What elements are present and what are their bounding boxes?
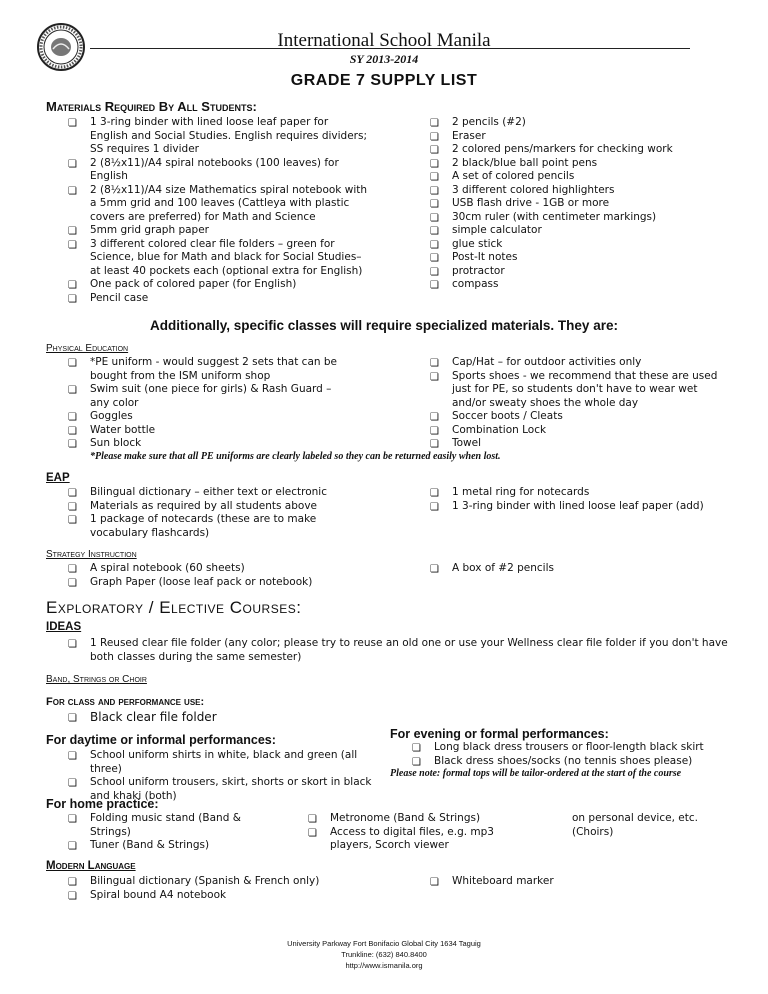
checklist-item	[68, 889, 368, 903]
checkbox-icon: ❏	[68, 501, 77, 513]
checklist-item	[68, 875, 368, 889]
checklist-item-label: Spiral bound A4 notebook	[90, 888, 227, 901]
required-list-left	[68, 116, 368, 305]
checklist-item	[412, 755, 732, 769]
daytime-list	[68, 749, 388, 803]
checkbox-icon: ❏	[430, 358, 439, 369]
checklist-item	[430, 184, 730, 198]
checklist-item	[68, 812, 253, 839]
checklist-item-label: 1 Reused clear file folder (any color; please try to reuse an old one or use your Wellness clear file folder if you don't have both classes during the same semester)	[90, 637, 728, 663]
checkbox-icon: ❏	[430, 425, 439, 437]
checklist-item	[430, 370, 720, 411]
checklist-item-label: Materials as required by all students above	[90, 499, 318, 512]
home-practice-heading: For home practice:	[46, 797, 159, 811]
checklist-item-label: Soccer boots / Cleats	[452, 410, 563, 422]
checklist-item-label: Graph Paper (loose leaf pack or notebook)	[90, 575, 313, 588]
checkbox-icon: ❏	[68, 385, 77, 396]
checkbox-icon: ❏	[430, 145, 439, 156]
checklist-item-label: Sports shoes - we recommend that these are used just for PE, so students don't have to wear wet and/or sweaty shoes the whole day	[452, 369, 718, 409]
checklist-item-label: A box of #2 pencils	[452, 562, 554, 574]
checklist-item-label: Water bottle	[90, 423, 156, 436]
checklist-item	[68, 292, 368, 306]
pe-note: *Please make sure that all PE uniforms are clearly labeled so they can be returned easily when lost.	[90, 451, 501, 462]
checklist-item-label: Post-It notes	[452, 251, 518, 263]
required-list-right	[430, 116, 730, 292]
checkbox-icon: ❏	[68, 488, 77, 499]
checklist-item	[68, 562, 368, 576]
pe-heading: Physical Education	[46, 343, 129, 354]
daytime-heading: For daytime or informal performances:	[46, 733, 276, 747]
checklist-item-label: A set of colored pencils	[452, 170, 575, 182]
checklist-item	[430, 238, 730, 252]
home-practice-note: on personal device, etc. (Choirs)	[572, 812, 698, 838]
checklist-item	[430, 130, 730, 144]
strategy-heading: Strategy Instruction	[46, 549, 137, 560]
checklist-item-label: Metronome (Band & Strings)	[330, 812, 481, 824]
modern-list-left	[68, 875, 368, 902]
checklist-item	[68, 157, 368, 184]
checklist-item-label: Tuner (Band & Strings)	[90, 839, 210, 851]
checklist-item	[68, 383, 348, 410]
page-title: GRADE 7 SUPPLY LIST	[290, 72, 478, 89]
home-practice-list-1	[68, 812, 253, 853]
checklist-item	[68, 238, 368, 279]
modern-list-right	[430, 875, 720, 889]
checkbox-icon: ❏	[430, 266, 439, 278]
checklist-item-label: A spiral notebook (60 sheets)	[90, 562, 245, 574]
checkbox-icon: ❏	[308, 827, 317, 839]
checklist-item-label: One pack of colored paper (for English)	[90, 278, 297, 290]
checklist-item-label: Bilingual dictionary – either text or electronic	[90, 486, 327, 498]
checklist-item-label: simple calculator	[452, 224, 542, 236]
school-name: International School Manila	[277, 30, 491, 51]
checklist-item-label: School uniform trousers, skirt, shorts or skort in black and khaki (both)	[90, 776, 372, 802]
checklist-item	[430, 170, 730, 184]
checklist-item-label: Black dress shoes/socks (no tennis shoes please)	[434, 754, 693, 767]
home-practice-list-2	[308, 812, 518, 853]
checkbox-icon: ❏	[68, 293, 77, 305]
required-heading: Materials Required By All Students:	[46, 99, 257, 114]
checklist-item	[68, 513, 338, 540]
exploratory-heading: Exploratory / Elective Courses:	[46, 598, 302, 617]
checklist-item-label: *PE uniform - would suggest 2 sets that can be bought from the ISM uniform shop	[90, 356, 338, 382]
evening-note: Please note: formal tops will be tailor-ordered at the start of the course	[390, 768, 682, 779]
checkbox-icon: ❏	[430, 371, 439, 383]
checklist-item-label: glue stick	[452, 237, 503, 250]
checklist-item-label: Combination Lock	[452, 423, 547, 436]
checklist-item-label: protractor	[452, 264, 505, 277]
checklist-item-label: 2 (8½x11)/A4 size Mathematics spiral notebook with a 5mm grid and 100 leaves (Cattleya with plastic covers are preferred) for Math and Science	[90, 183, 368, 223]
checkbox-icon: ❏	[68, 564, 77, 575]
checklist-item-label: Black clear file folder	[90, 710, 217, 724]
checkbox-icon: ❏	[68, 841, 77, 852]
checkbox-icon: ❏	[68, 185, 77, 197]
checkbox-icon: ❏	[68, 226, 77, 237]
checklist-item-label: 2 black/blue ball point pens	[452, 156, 598, 169]
checkbox-icon: ❏	[68, 358, 77, 369]
checklist-item	[68, 576, 368, 590]
evening-list	[412, 741, 732, 768]
checklist-item	[68, 839, 253, 853]
checklist-item	[430, 875, 720, 889]
checkbox-icon: ❏	[430, 158, 439, 170]
ideas-heading: IDEAS	[46, 621, 82, 633]
checkbox-icon: ❏	[430, 488, 439, 499]
checklist-item-label: 1 metal ring for notecards	[452, 486, 590, 498]
checklist-item	[68, 711, 348, 725]
checklist-item	[430, 356, 720, 370]
checkbox-icon: ❏	[430, 185, 439, 197]
checkbox-icon: ❏	[430, 131, 439, 143]
checklist-item	[430, 251, 730, 265]
strategy-list-left	[68, 562, 368, 589]
checklist-item-label: USB flash drive - 1GB or more	[452, 197, 610, 209]
checkbox-icon: ❏	[430, 280, 439, 291]
checklist-item	[68, 424, 348, 438]
school-year: SY 2013-2014	[349, 52, 419, 66]
checklist-item-label: Pencil case	[90, 291, 149, 304]
checklist-item-label: Eraser	[452, 129, 486, 142]
checkbox-icon: ❏	[430, 253, 439, 264]
checklist-item	[430, 157, 730, 171]
checklist-item	[430, 562, 720, 576]
checklist-item	[68, 116, 368, 157]
checklist-item-label: 1 3-ring binder with lined loose leaf paper (add)	[452, 499, 704, 512]
checklist-item	[430, 143, 730, 157]
checklist-item-label: Long black dress trousers or floor-length black skirt	[434, 741, 704, 753]
checklist-item	[412, 741, 732, 755]
ideas-list	[68, 637, 728, 664]
footer-address: University Parkway Fort Bonifacio Global City 1634 Taguig	[287, 939, 481, 948]
checkbox-icon: ❏	[430, 118, 439, 129]
checklist-item-label: Folding music stand (Band & Strings)	[90, 812, 241, 838]
checkbox-icon: ❏	[68, 239, 77, 251]
checkbox-icon: ❏	[430, 501, 439, 513]
checkbox-icon: ❏	[430, 226, 439, 237]
checklist-item	[430, 278, 730, 292]
checklist-item-label: Towel	[452, 437, 482, 449]
checklist-item	[68, 224, 368, 238]
checklist-item	[68, 749, 388, 776]
footer	[0, 938, 768, 971]
checkbox-icon: ❏	[68, 713, 77, 724]
checkbox-icon: ❏	[412, 743, 421, 754]
checkbox-icon: ❏	[68, 814, 77, 825]
checklist-item-label: 2 colored pens/markers for checking work	[452, 143, 673, 155]
checklist-item	[430, 486, 720, 500]
eap-heading: EAP	[46, 472, 70, 484]
checklist-item	[68, 184, 368, 225]
checklist-item-label: School uniform shirts in white, black and green (all three)	[90, 749, 358, 775]
checkbox-icon: ❏	[412, 756, 421, 768]
checkbox-icon: ❏	[430, 172, 439, 183]
checklist-item-label: 3 different colored highlighters	[452, 183, 615, 196]
checkbox-icon: ❏	[68, 877, 77, 888]
checklist-item	[430, 116, 730, 130]
checkbox-icon: ❏	[68, 515, 77, 526]
checkbox-icon: ❏	[68, 280, 77, 291]
checkbox-icon: ❏	[68, 751, 77, 762]
footer-phone: Trunkline: (632) 840.8400	[341, 950, 427, 959]
checkbox-icon: ❏	[430, 412, 439, 423]
checkbox-icon: ❏	[68, 412, 77, 423]
checklist-item	[68, 486, 338, 500]
checklist-item	[430, 437, 720, 451]
checkbox-icon: ❏	[430, 212, 439, 224]
footer-web: http://www.ismanila.org	[345, 961, 423, 970]
checkbox-icon: ❏	[430, 564, 439, 575]
header-rule	[90, 48, 690, 49]
eap-list-left	[68, 486, 338, 540]
checklist-item	[68, 637, 728, 664]
checkbox-icon: ❏	[430, 239, 439, 251]
checklist-item	[308, 826, 518, 853]
checklist-item-label: Whiteboard marker	[452, 875, 554, 887]
checklist-item-label: Goggles	[90, 410, 133, 422]
checkbox-icon: ❏	[308, 814, 317, 825]
checklist-item-label: 5mm grid graph paper	[90, 224, 209, 236]
checklist-item-label: 2 pencils (#2)	[452, 116, 526, 128]
checklist-item	[430, 500, 720, 514]
checklist-item	[430, 424, 720, 438]
pe-list-left	[68, 356, 348, 451]
checkbox-icon: ❏	[68, 425, 77, 437]
class-use-heading: For class and performance use:	[46, 696, 205, 708]
checklist-item-label: Bilingual dictionary (Spanish & French only)	[90, 875, 320, 887]
additional-heading: Additionally, specific classes will require specialized materials. They are:	[150, 318, 618, 333]
checkbox-icon: ❏	[68, 439, 77, 450]
checklist-item	[430, 224, 730, 238]
checkbox-icon: ❏	[68, 778, 77, 789]
modern-heading: Modern Language	[46, 860, 136, 872]
checkbox-icon: ❏	[430, 439, 439, 450]
checklist-item-label: 1 package of notecards (these are to make vocabulary flashcards)	[90, 513, 317, 539]
checkbox-icon: ❏	[68, 577, 77, 589]
checklist-item-label: 3 different colored clear file folders – green for Science, blue for Math and black for Social Studies– at least 40 pockets each (optional extra for English)	[90, 237, 363, 277]
checklist-item	[68, 410, 348, 424]
checklist-item-label: Swim suit (one piece for girls) & Rash Guard – any color	[90, 383, 332, 409]
checklist-item	[430, 265, 730, 279]
eap-list-right	[430, 486, 720, 513]
checklist-item	[308, 812, 518, 826]
checklist-item-label: 1 3-ring binder with lined loose leaf paper for English and Social Studies. English requires dividers; SS requires 1 divider	[90, 116, 367, 155]
checklist-item-label: Access to digital files, e.g. mp3 players, Scorch viewer	[330, 825, 494, 851]
checklist-item-label: Sun block	[90, 437, 142, 449]
checklist-item	[430, 211, 730, 225]
checklist-item-label: 30cm ruler (with centimeter markings)	[452, 210, 657, 223]
checklist-item	[68, 278, 368, 292]
checkbox-icon: ❏	[430, 199, 439, 210]
checkbox-icon: ❏	[68, 890, 77, 902]
checklist-item	[68, 437, 348, 451]
checklist-item-label: 2 (8½x11)/A4 spiral notebooks (100 leaves) for English	[90, 156, 339, 182]
checklist-item	[430, 410, 720, 424]
checkbox-icon: ❏	[68, 639, 77, 650]
checklist-item	[430, 197, 730, 211]
checkbox-icon: ❏	[68, 158, 77, 170]
checklist-item-label: compass	[452, 278, 499, 290]
checkbox-icon: ❏	[430, 877, 439, 888]
class-use-list	[68, 711, 348, 725]
evening-heading: For evening or formal performances:	[390, 727, 609, 741]
pe-list-right	[430, 356, 720, 451]
checklist-item-label: Cap/Hat – for outdoor activities only	[452, 356, 642, 368]
checklist-item	[68, 356, 348, 383]
band-heading: Band, Strings or Choir	[46, 674, 147, 685]
checkbox-icon: ❏	[68, 118, 77, 129]
checklist-item	[68, 500, 338, 514]
strategy-list-right	[430, 562, 720, 576]
